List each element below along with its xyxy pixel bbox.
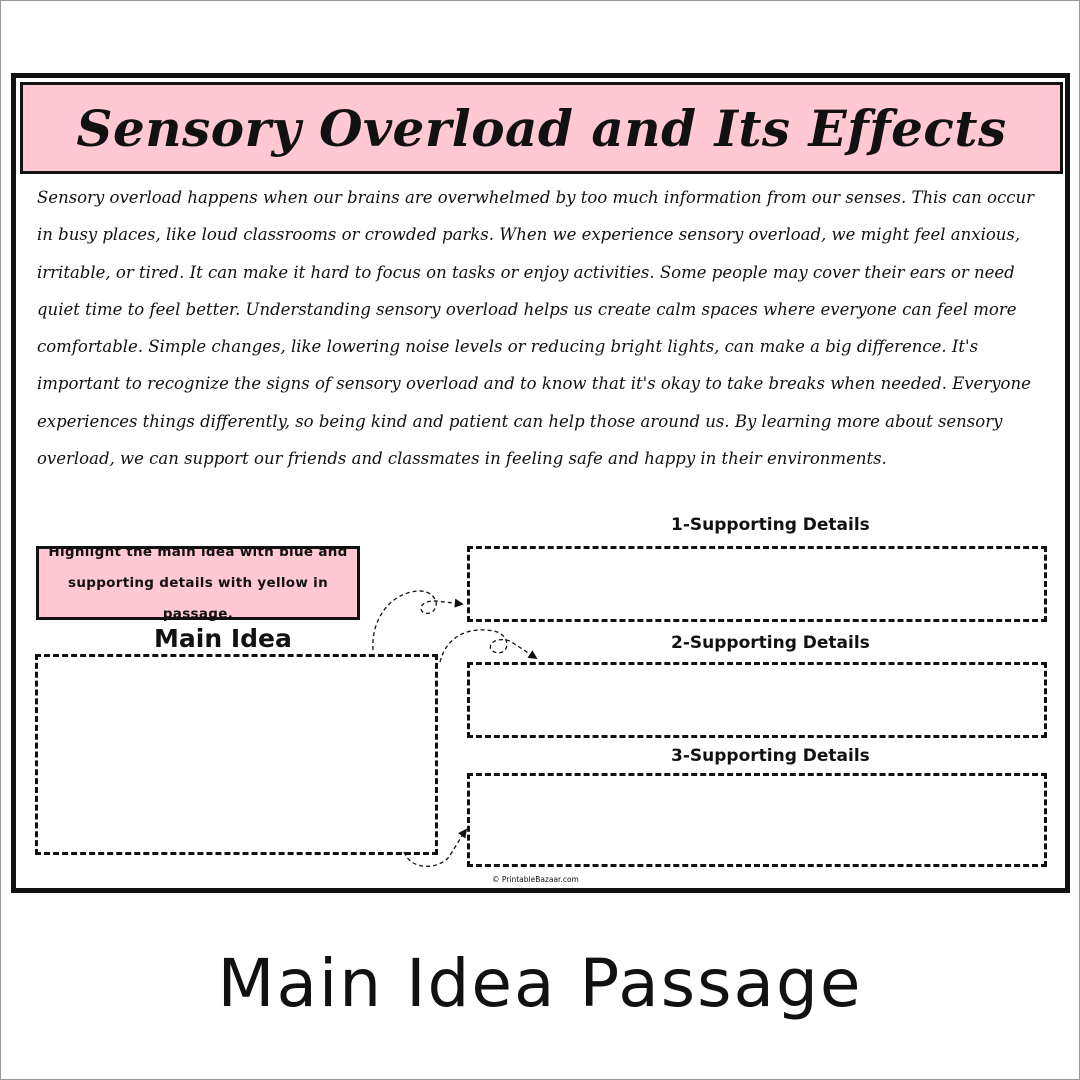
supporting-detail-2-label: 2-Supporting Details: [671, 633, 870, 653]
caption: Main Idea Passage: [217, 945, 863, 1022]
arrow-to-detail-2: [440, 630, 536, 662]
supporting-detail-3-label: 3-Supporting Details: [671, 746, 870, 766]
worksheet-title: Sensory Overload and Its Effects: [76, 98, 1007, 158]
supporting-detail-3-box[interactable]: [467, 773, 1047, 867]
supporting-detail-1-box[interactable]: [467, 546, 1047, 622]
title-bar: [20, 82, 1063, 174]
footer-credit: © PrintableBazaar.com: [492, 875, 579, 884]
passage-text: Sensory overload happens when our brains are overwhelmed by too much information from our senses. This can occur in busy places, like loud classrooms or crowded parks. When we experience sensory overload, we might feel anxious, irritable, or tired. It can make it hard to focus on tasks or enjoy activities. Some people may cover their ears or need quiet time to feel better. Understanding sensory overload helps us create calm spaces where everyone can feel more comfortable. Simple changes, like lowering noise levels or reducing bright lights, can make a big difference. It's important to recognize the signs of sensory overload and to know that it's okay to take breaks when needed. Everyone experiences things differently, so being kind and patient can help those around us. By learning more about sensory overload, we can support our friends and classmates in feeling safe and happy in their environments.: [37, 188, 1034, 469]
worksheet: [11, 73, 1070, 893]
instruction-text: Highlight the main idea with blue and supporting details with yellow in passage.: [48, 543, 348, 622]
main-idea-box[interactable]: [35, 654, 438, 855]
main-idea-label: Main Idea: [154, 624, 292, 653]
arrow-to-detail-1: [373, 591, 462, 650]
supporting-detail-1-label: 1-Supporting Details: [671, 515, 870, 535]
supporting-detail-2-box[interactable]: [467, 662, 1047, 738]
instruction-box: [36, 543, 360, 622]
